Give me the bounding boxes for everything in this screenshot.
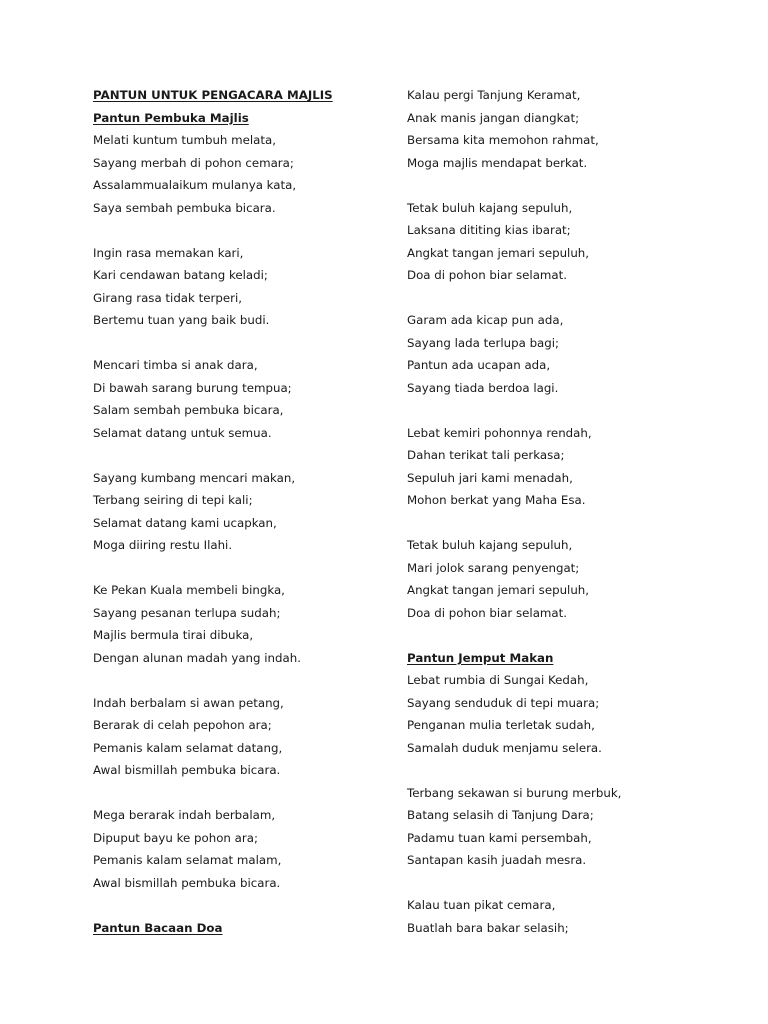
text-line: Tetak buluh kajang sepuluh,	[407, 200, 573, 215]
text-line: Girang rasa tidak terperi,	[93, 290, 242, 305]
stanza-spacer	[407, 174, 737, 197]
text-line: Bertemu tuan yang baik budi.	[93, 313, 270, 327]
text-line: Angkat tangan jemari sepuluh,	[407, 583, 590, 597]
text-line: Batang selasih di Tanjung Dara;	[407, 808, 594, 822]
text-line: Kalau tuan pikat cemara,	[407, 898, 556, 912]
text-line: Moga diiring restu Ilahi.	[93, 538, 233, 552]
text-line: Lebat kemiri pohonnya rendah,	[407, 425, 592, 440]
text-line: Awal bismillah pembuka bicara.	[93, 875, 281, 890]
stanza-spacer	[93, 444, 393, 467]
text-line: Saya sembah pembuka bicara.	[93, 200, 276, 215]
text-line: Ingin rasa memakan kari,	[93, 245, 244, 260]
stanza-spacer	[407, 399, 737, 422]
text-line: Sayang merbah di pohon cemara;	[93, 155, 294, 170]
stanza-spacer	[407, 512, 737, 535]
text-line: Mega berarak indah berbalam,	[93, 808, 276, 822]
text-line: Assalammualaikum mulanya kata,	[93, 178, 297, 192]
text-line: Melati kuntum tumbuh melata,	[93, 133, 277, 147]
text-line: Anak manis jangan diangkat;	[407, 110, 580, 125]
stanza-spacer	[93, 669, 393, 692]
text-line: Kalau pergi Tanjung Keramat,	[407, 88, 581, 102]
stanza-spacer	[407, 872, 737, 895]
section-heading: PANTUN UNTUK PENGACARA MAJLIS	[93, 88, 333, 102]
text-line: Sepuluh jari kami menadah,	[407, 470, 573, 485]
text-line: Sayang kumbang mencari makan,	[93, 470, 296, 485]
text-line: Doa di pohon biar selamat.	[407, 605, 568, 620]
text-line: Sayang lada terlupa bagi;	[407, 335, 560, 350]
text-line: Sayang pesanan terlupa sudah;	[93, 605, 281, 620]
text-line: Mencari timba si anak dara,	[93, 358, 258, 372]
text-line: Dahan terikat tali perkasa;	[407, 448, 565, 462]
stanza-spacer	[407, 759, 737, 782]
text-line: Di bawah sarang burung tempua;	[93, 380, 292, 395]
text-line: Pemanis kalam selamat datang,	[93, 740, 283, 755]
stanza-spacer	[93, 894, 393, 917]
text-line: Salam sembah pembuka bicara,	[93, 403, 284, 417]
section-heading: Pantun Bacaan Doa	[93, 920, 223, 935]
text-line: Kari cendawan batang keladi;	[93, 268, 268, 282]
text-line: Terbang seiring di tepi kali;	[93, 493, 253, 507]
text-line: Dengan alunan madah yang indah.	[93, 650, 301, 665]
text-line: Pemanis kalam selamat malam,	[93, 853, 282, 867]
text-line: Lebat rumbia di Sungai Kedah,	[407, 673, 589, 687]
text-line: Selamat datang kami ucapkan,	[93, 515, 277, 530]
text-line: Penganan mulia terletak sudah,	[407, 718, 595, 732]
stanza-spacer	[93, 557, 393, 580]
text-line: Garam ada kicap pun ada,	[407, 313, 564, 327]
stanza-spacer	[407, 624, 737, 647]
text-line: Awal bismillah pembuka bicara.	[93, 763, 281, 777]
text-line: Mari jolok sarang penyengat;	[407, 560, 580, 575]
text-line: Mohon berkat yang Maha Esa.	[407, 493, 586, 507]
text-line: Terbang sekawan si burung merbuk,	[407, 785, 622, 800]
stanza-spacer	[93, 332, 393, 355]
text-line: Samalah duduk menjamu selera.	[407, 740, 602, 755]
text-line: Buatlah bara bakar selasih;	[407, 920, 569, 935]
text-line: Tetak buluh kajang sepuluh,	[407, 538, 573, 552]
text-line: Laksana dititing kias ibarat;	[407, 223, 571, 237]
right-column	[407, 84, 737, 939]
section-heading: Pantun Pembuka Majlis	[93, 110, 249, 125]
left-column	[93, 84, 393, 939]
text-line: Majlis bermula tirai dibuka,	[93, 628, 254, 642]
text-line: Indah berbalam si awan petang,	[93, 695, 284, 710]
text-line: Pantun ada ucapan ada,	[407, 358, 551, 372]
section-heading: Pantun Jemput Makan	[407, 650, 554, 665]
text-line: Bersama kita memohon rahmat,	[407, 133, 599, 147]
text-line: Santapan kasih juadah mesra.	[407, 853, 587, 867]
text-line: Doa di pohon biar selamat.	[407, 268, 568, 282]
text-line: Dipuput bayu ke pohon ara;	[93, 830, 258, 845]
stanza-spacer	[93, 782, 393, 805]
text-line: Sayang senduduk di tepi muara;	[407, 695, 600, 710]
text-line: Berarak di celah pepohon ara;	[93, 718, 272, 732]
stanza-spacer	[93, 219, 393, 242]
text-line: Moga majlis mendapat berkat.	[407, 155, 588, 170]
text-line: Padamu tuan kami persembah,	[407, 830, 592, 845]
text-line: Ke Pekan Kuala membeli bingka,	[93, 583, 285, 597]
stanza-spacer	[407, 287, 737, 310]
text-line: Selamat datang untuk semua.	[93, 425, 272, 440]
text-line: Sayang tiada berdoa lagi.	[407, 380, 559, 395]
text-line: Angkat tangan jemari sepuluh,	[407, 245, 590, 260]
